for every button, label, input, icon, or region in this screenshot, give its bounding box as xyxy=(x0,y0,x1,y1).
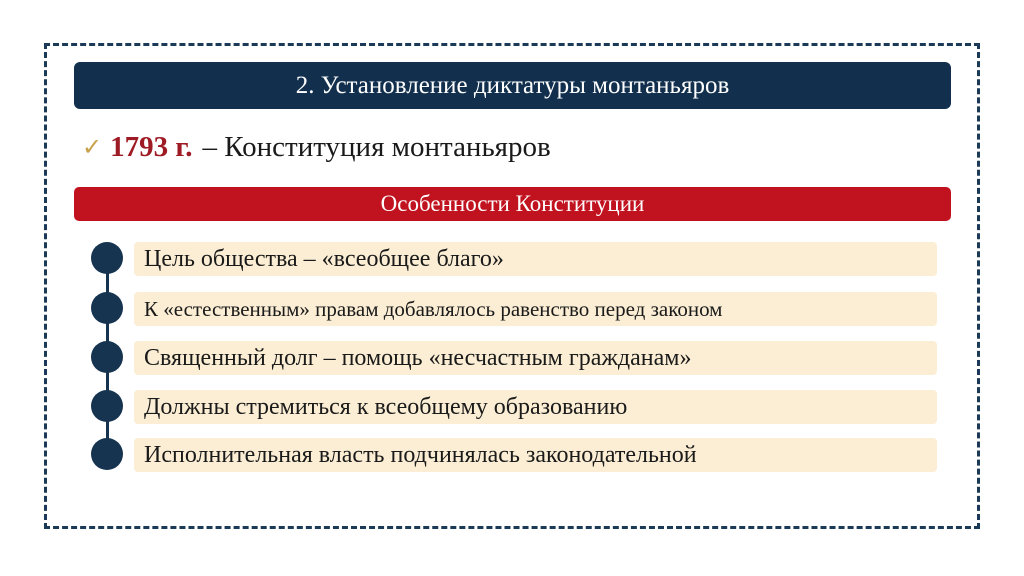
list-item-text: К «естественным» правам добавлялось равенство перед законом xyxy=(144,296,723,321)
section-subtitle-text: Особенности Конституции xyxy=(380,191,645,216)
list-item xyxy=(134,242,937,276)
timeline-dot xyxy=(91,390,123,422)
list-item-text: Должны стремиться к всеобщему образованию xyxy=(144,393,628,420)
slide-title xyxy=(74,62,951,109)
timeline-dot xyxy=(91,341,123,373)
section-subtitle xyxy=(74,187,951,221)
timeline-dot xyxy=(91,242,123,274)
list-item-text: Священный долг – помощь «несчастным гражданам» xyxy=(144,344,692,371)
list-item-text: Цель общества – «всеобщее благо» xyxy=(144,245,504,272)
timeline-dot xyxy=(91,438,123,470)
list-item xyxy=(134,292,937,326)
list-item xyxy=(134,341,937,375)
list-item-text: Исполнительная власть подчинялась законодательной xyxy=(144,441,697,468)
list-item xyxy=(134,438,937,472)
timeline-dot xyxy=(91,292,123,324)
headline xyxy=(82,127,551,167)
headline-year: 1793 г. xyxy=(110,130,193,163)
slide-title-text: 2. Установление диктатуры монтаньяров xyxy=(295,71,730,99)
list-item xyxy=(134,390,937,424)
checkmark-icon: ✓ xyxy=(82,133,103,161)
headline-text: – Конституция монтаньяров xyxy=(202,130,551,163)
